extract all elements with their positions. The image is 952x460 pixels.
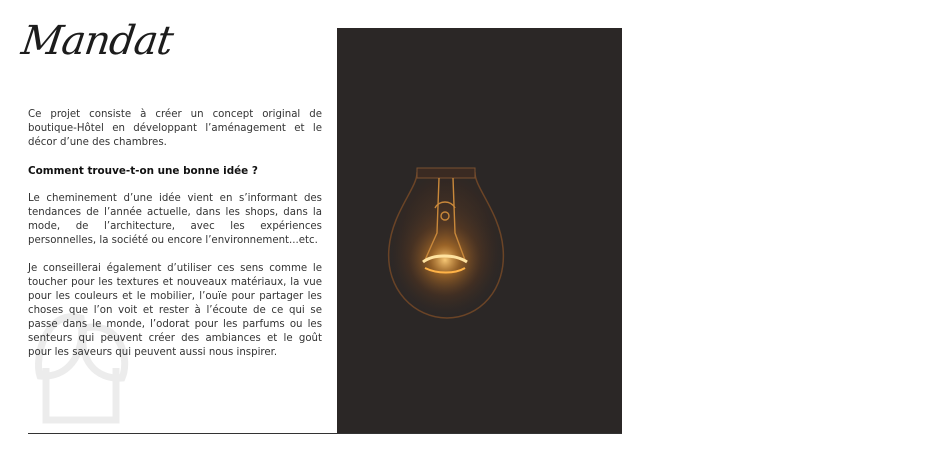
intro-paragraph: Ce projet consiste à créer un concept original de boutique-Hôtel en développant l’aménagement et le décor d’une des chambres. bbox=[28, 109, 322, 148]
page-title: Mandat bbox=[18, 18, 176, 64]
light-bulb-photo bbox=[337, 28, 952, 457]
page-number: 2 bbox=[946, 446, 952, 457]
text-column bbox=[28, 108, 322, 374]
bottom-rule bbox=[28, 433, 622, 434]
light-bulb-illustration bbox=[337, 28, 622, 433]
section-heading: Comment trouve-t-on une bonne idée ? bbox=[28, 165, 258, 177]
body-paragraph-2: Je conseillerai également d’utiliser ces sens comme le toucher pour les textures et nouveaux matériaux, la vue pour les couleurs et le mobilier, l’ouïe pour partager les choses que l’on voit et rester à l’écoute de ce qui se passe dans le monde, l’odorat pour les parfums ou les senteurs qui peuvent créer des ambiances et le goût pour les saveurs qui peuvent aussi nous inspirer. bbox=[28, 263, 322, 358]
body-paragraph-1: Le cheminement d’une idée vient en s’informant des tendances de l’année actuelle, dans les shops, dans la mode, de l’architecture, avec les expériences personnelles, la société ou encore l’environnement...etc. bbox=[28, 193, 322, 246]
